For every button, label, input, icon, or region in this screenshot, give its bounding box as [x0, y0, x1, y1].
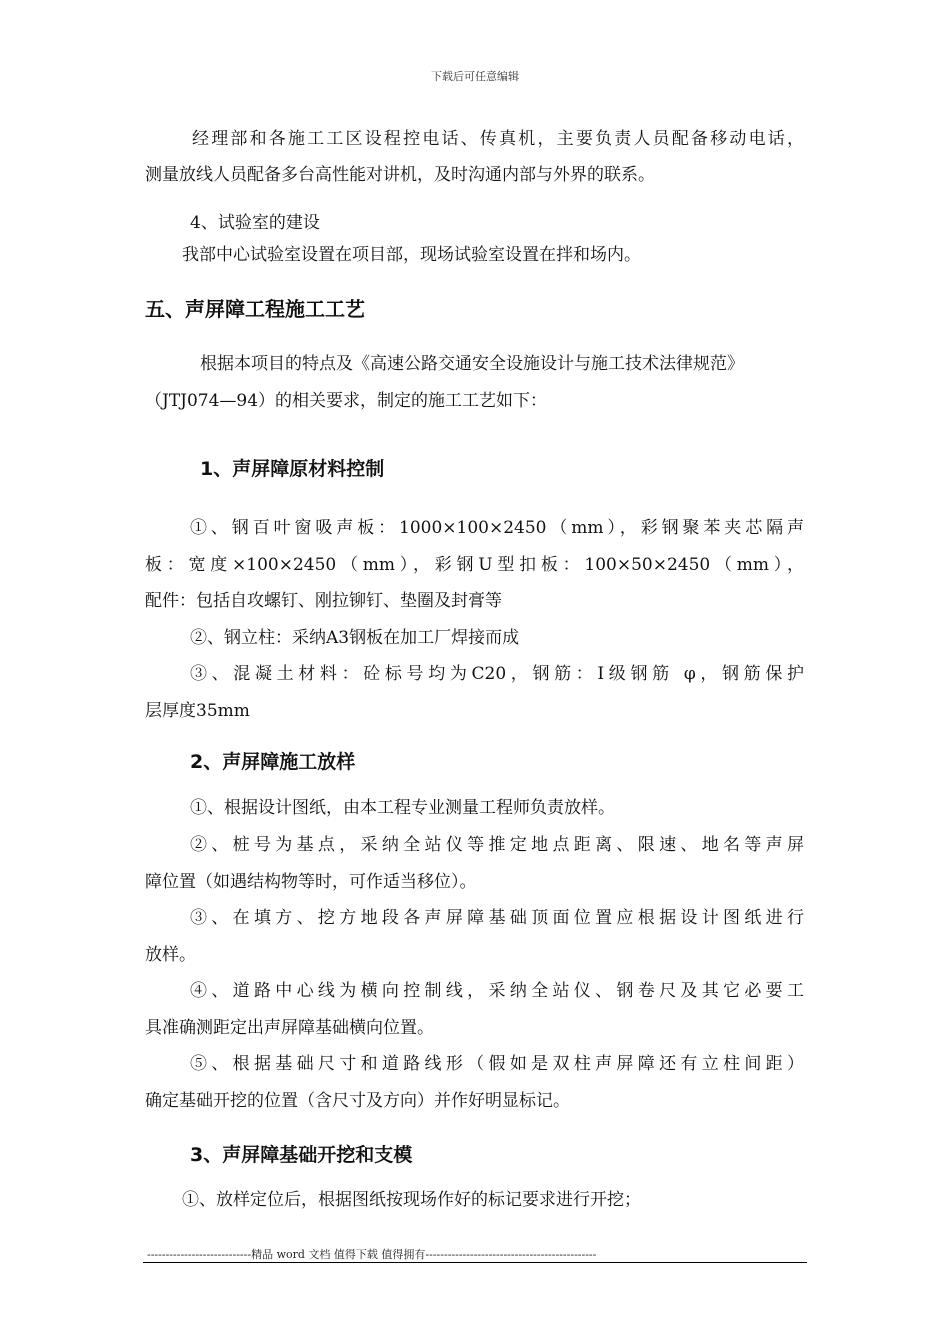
subsection-title: 1、声屏障原材料控制 [200, 458, 385, 480]
paragraph-line: 确定基础开挖的位置（含尺寸及方向）并作好明显标记。 [145, 1091, 570, 1111]
paragraph-line: 经理部和各施工工区设程控电话、传真机，主要负责人员配备移动电话， [192, 129, 804, 149]
paragraph-line: 配件：包括自攻螺钉、刚拉铆钉、垫圈及封膏等 [145, 591, 502, 611]
paragraph-line: ①、钢百叶窗吸声板：1000×100×2450（mm），彩钢聚苯夹芯隔声 [190, 518, 804, 538]
paragraph-line: 我部中心试验室设置在项目部，现场试验室设置在拌和场内。 [182, 245, 641, 265]
paragraph-line: 放样。 [145, 945, 196, 965]
subsection-title: 2、声屏障施工放样 [190, 751, 356, 773]
paragraph-line: ③、在填方、挖方地段各声屏障基础顶面位置应根据设计图纸进行 [190, 908, 804, 928]
section-title: 五、声屏障工程施工工艺 [145, 297, 365, 321]
paragraph-line: ⑤、根据基础尺寸和道路线形（假如是双柱声屏障还有立柱间距） [190, 1054, 804, 1074]
page-header: 下载后可任意编辑 [431, 70, 519, 83]
item-heading: 4、试验室的建设 [190, 213, 320, 233]
paragraph-line: （JTJ074—94）的相关要求，制定的施工工艺如下： [145, 391, 548, 411]
paragraph-line: 层厚度35mm [145, 701, 250, 721]
paragraph-line: ①、根据设计图纸，由本工程专业测量工程师负责放样。 [190, 798, 615, 818]
paragraph-line: ②、钢立柱：采纳A3钢板在加工厂焊接而成 [190, 628, 520, 648]
paragraph-line: ③、混凝土材料：砼标号均为C20，钢筋：Ⅰ级钢筋 φ，钢筋保护 [190, 664, 804, 684]
footer-divider [143, 1262, 807, 1263]
paragraph-line: ④、道路中心线为横向控制线，采纳全站仪、钢卷尺及其它必要工 [190, 981, 804, 1001]
paragraph-line: 具准确测距定出声屏障基础横向位置。 [145, 1018, 434, 1038]
paragraph-line: ②、桩号为基点，采纳全站仪等推定地点距离、限速、地名等声屏 [190, 835, 804, 855]
paragraph-line: 测量放线人员配备多台高性能对讲机，及时沟通内部与外界的联系。 [145, 165, 655, 185]
paragraph-line: ①、放样定位后，根据图纸按现场作好的标记要求进行开挖； [182, 1190, 641, 1210]
subsection-title: 3、声屏障基础开挖和支模 [190, 1144, 413, 1166]
page-footer: ----------------------------精品 word 文档 值得下载 值得拥有---------------------------------------------- [147, 1248, 597, 1261]
paragraph-line: 障位置（如遇结构物等时，可作适当移位）。 [145, 872, 477, 892]
paragraph-line: 板：宽度×100×2450（mm），彩钢U型扣板：100×50×2450（mm）， [145, 555, 804, 575]
paragraph-line: 根据本项目的特点及《高速公路交通安全设施设计与施工技术法律规范》 [200, 354, 744, 374]
